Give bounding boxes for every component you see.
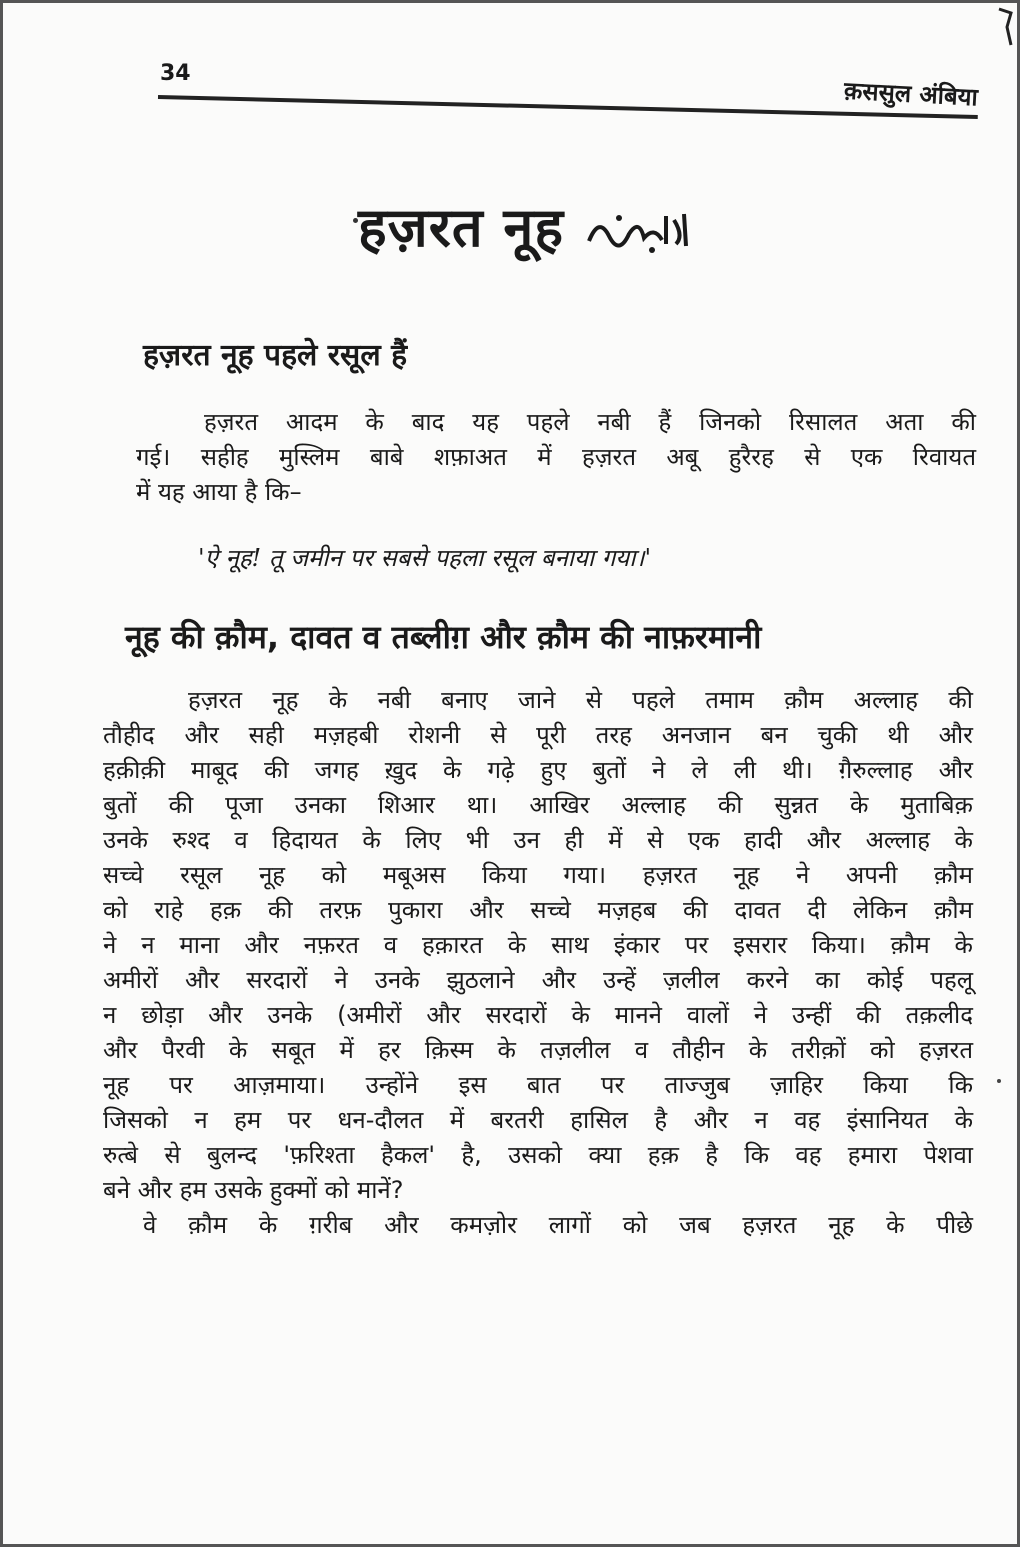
- paragraph-line: को राहे हक़ की तरफ़ पुकारा और सच्चे मज़हब की दावत दी लेकिन क़ौम: [103, 896, 973, 924]
- section-heading-text: हज़रत नूह पहले रसूल हैं: [143, 338, 408, 373]
- paragraph-line: गई। सहीह मुस्लिम बाबे शफ़ाअत में हज़रत अबू हुरैरह से एक रिवायत: [136, 443, 976, 471]
- section-heading-nation: [125, 615, 761, 658]
- paragraph-line: में यह आया है कि–: [136, 478, 302, 506]
- page-number: 34: [160, 61, 191, 86]
- paragraph-line: बने और हम उसके हुक्मों को मानें?: [103, 1176, 404, 1204]
- paragraph-line: हक़ीक़ी माबूद की जगह ख़ुद के गढ़े हुए बुतों ने ले ली थी। ग़ैरुल्लाह और: [103, 756, 973, 784]
- paragraph-line: वे क़ौम के ग़रीब और कमज़ोर लागों को जब हज़रत नूह के पीछे: [143, 1211, 973, 1239]
- paragraph-line: तौहीद और सही मज़हबी रोशनी से पूरी तरह अनजान बन चुकी थी और: [103, 721, 973, 749]
- running-title: क़ससुल अंबिया: [843, 76, 979, 112]
- paragraph-line: सच्चे रसूल नूह को मबूअस किया गया। हज़रत नूह ने अपनी क़ौम: [103, 861, 973, 889]
- page-header: [158, 55, 978, 115]
- paragraph-line: अमीरों और सरदारों ने उनके झुठलाने और उन्हें ज़लील करने का कोई पहलू: [103, 966, 973, 994]
- section-heading-first-messenger: [143, 333, 407, 374]
- paragraph-first-messenger: [136, 405, 976, 510]
- paragraph-line: नूह पर आज़माया। उन्होंने इस बात पर ताज्जुब ज़ाहिर किया कि: [103, 1071, 973, 1099]
- paragraph-line: ने न माना और नफ़रत व हक़ारत के साथ इंकार पर इसरार किया। क़ौम के: [103, 931, 973, 959]
- scan-speck: [997, 1079, 1001, 1083]
- paragraph-line: बुतों की पूजा उनका शिआर था। आखिर अल्लाह की सुन्नत के मुताबिक़: [103, 791, 973, 819]
- hadith-quote: 'ऐ नूह! तू जमीन पर सबसे पहला रसूल बनाया गया।': [198, 544, 652, 572]
- paragraph-line: उनके रुश्द व हिदायत के लिए भी उन ही में से एक हादी और अल्लाह के: [103, 826, 973, 854]
- page-corner-mark: [997, 7, 1013, 47]
- paragraph-line: जिसको न हम पर धन-दौलत में बरतरी हासिल है और न वह इंसानियत के: [103, 1106, 973, 1134]
- arabic-calligraphy-honorific-icon: [584, 206, 694, 256]
- paragraph-line: और पैरवी के सबूत में हर क़िस्म के तज़लील व तौहीन के तरीक़ों को हज़रत: [103, 1036, 973, 1064]
- chapter-title: [358, 188, 694, 262]
- paragraph-line: रुत्बे से बुलन्द 'फ़रिश्ता हैकल' है, उसको क्या हक़ है कि वह हमारा पेशवा: [103, 1141, 973, 1169]
- paragraph-line: न छोड़ा और उनके (अमीरों और सरदारों के मानने वालों ने उन्हीं की तक़लीद: [103, 1001, 973, 1029]
- paragraph-nation: [103, 683, 973, 1243]
- section-heading-text: नूह की क़ौम, दावत व तब्लीग़ और क़ौम की नाफ़रमानी: [125, 618, 762, 656]
- chapter-title-text: हज़रत नूह: [358, 196, 565, 259]
- paragraph-line: हज़रत नूह के नबी बनाए जाने से पहले तमाम क़ौम अल्लाह की: [188, 686, 973, 714]
- paragraph-line: हज़रत आदम के बाद यह पहले नबी हैं जिनको रिसालत अता की: [204, 408, 976, 436]
